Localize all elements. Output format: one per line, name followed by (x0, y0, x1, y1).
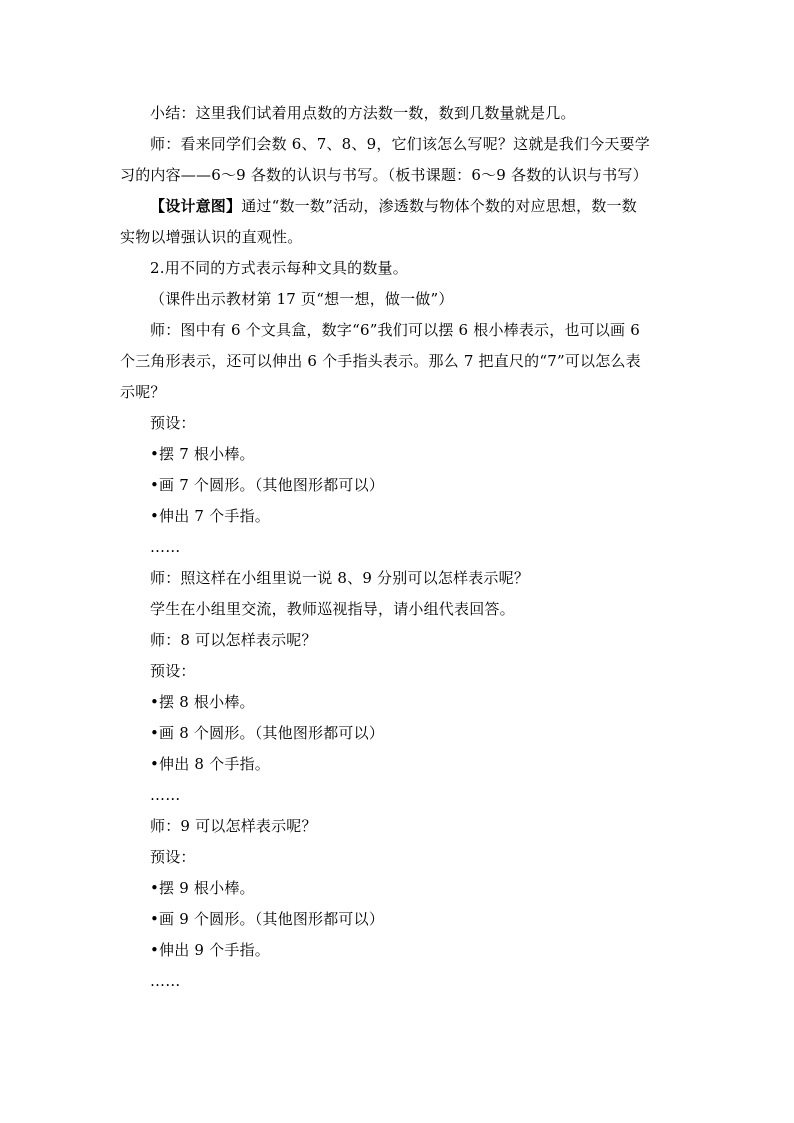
bullet-item: •摆 7 根小棒。 (150, 445, 255, 463)
paragraph-line: 师：9 可以怎样表示呢？ (150, 817, 317, 835)
document-body (120, 98, 675, 997)
bullet-item: •画 9 个圆形。（其他图形都可以） (150, 910, 385, 928)
design-intent-line (120, 191, 675, 222)
bullet-item: •摆 8 根小棒。 (150, 693, 255, 711)
preset-label: 预设： (150, 848, 196, 866)
paragraph-line: 实物以增强认识的直观性。 (120, 228, 303, 246)
paragraph-line: 师：图中有 6 个文具盒，数字“6”我们可以摆 6 根小棒表示，也可以画 6 (150, 321, 640, 339)
bullet-item: •伸出 7 个手指。 (150, 507, 270, 525)
paragraph-line: （课件出示教材第 17 页“想一想，做一做”） (150, 290, 454, 308)
paragraph-line: 师：看来同学们会数 6、7、8、9，它们该怎么写呢？这就是我们今天要学 (150, 135, 650, 153)
paragraph-line: 个三角形表示，还可以伸出 6 个手指头表示。那么 7 把直尺的“7”可以怎么表 (120, 352, 641, 370)
paragraph-line: 师：8 可以怎样表示呢？ (150, 631, 317, 649)
design-intent-text: 通过“数一数”活动，渗透数与物体个数的对应思想，数一数 (241, 197, 637, 215)
ellipsis-line: …… (150, 786, 181, 804)
bullet-item: •画 7 个圆形。（其他图形都可以） (150, 476, 385, 494)
bullet-item: •摆 9 根小棒。 (150, 879, 255, 897)
paragraph-line: 小结：这里我们试着用点数的方法数一数，数到几数量就是几。 (150, 104, 576, 122)
paragraph-line: 习的内容——6～9 各数的认识与书写。（板书课题：6～9 各数的认识与书写） (120, 166, 648, 184)
preset-label: 预设： (150, 662, 196, 680)
bullet-item: •画 8 个圆形。（其他图形都可以） (150, 724, 385, 742)
paragraph-line: 学生在小组里交流，教师巡视指导，请小组代表回答。 (150, 600, 515, 618)
design-intent-label: 【设计意图】 (150, 197, 242, 215)
ellipsis-line: …… (150, 538, 181, 556)
bullet-item: •伸出 8 个手指。 (150, 755, 270, 773)
ellipsis-line: …… (150, 972, 181, 990)
section-heading: 2.用不同的方式表示每种文具的数量。 (150, 259, 408, 277)
paragraph-line: 师：照这样在小组里说一说 8、9 分别可以怎样表示呢？ (150, 569, 530, 587)
preset-label: 预设： (150, 414, 196, 432)
paragraph-line: 示呢？ (120, 383, 166, 401)
bullet-item: •伸出 9 个手指。 (150, 941, 270, 959)
